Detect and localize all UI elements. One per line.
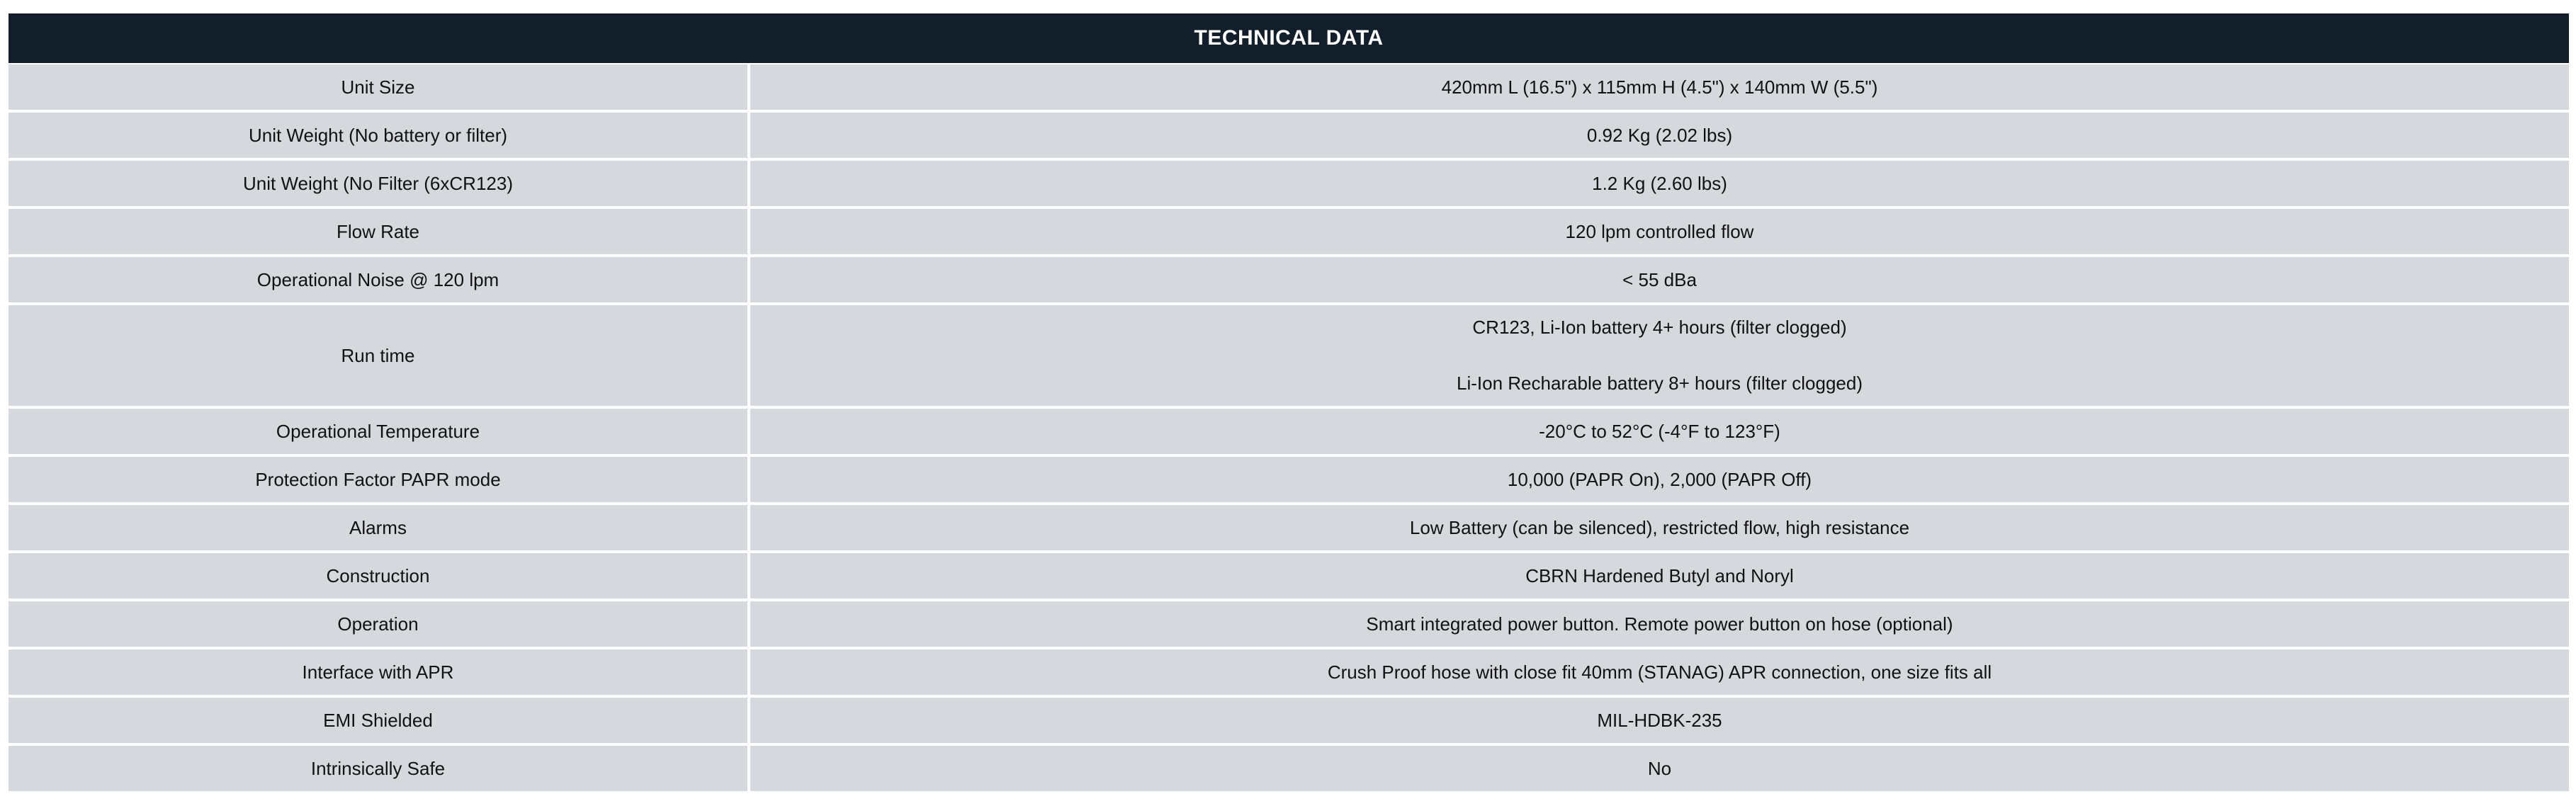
- spec-value-line: CR123, Li-Ion battery 4+ hours (filter clogged): [1472, 317, 1847, 338]
- spec-value: [750, 113, 2569, 158]
- spec-value: [750, 649, 2569, 695]
- spec-value: [750, 505, 2569, 550]
- spec-value-line: Crush Proof hose with close fit 40mm (STANAG) APR connection, one size fits all: [1327, 661, 1992, 683]
- spec-value: [750, 409, 2569, 454]
- technical-data-table: [9, 13, 2569, 794]
- spec-label: Unit Weight (No Filter (6xCR123): [9, 161, 747, 206]
- spec-value-line: Smart integrated power button. Remote power button on hose (optional): [1366, 613, 1953, 635]
- spec-label: Construction: [9, 553, 747, 598]
- spec-value: [750, 457, 2569, 502]
- spec-value: [750, 553, 2569, 598]
- spec-value-line: No: [1647, 757, 1672, 779]
- table-row: [9, 457, 2569, 502]
- spec-value-line: -20°C to 52°C (-4°F to 123°F): [1539, 420, 1780, 442]
- table-row: [9, 698, 2569, 743]
- spec-value-line: Low Battery (can be silenced), restricted flow, high resistance: [1409, 516, 1910, 538]
- spec-value-line: 120 lpm controlled flow: [1565, 220, 1754, 242]
- spec-label: Operational Temperature: [9, 409, 747, 454]
- spec-value: [750, 601, 2569, 647]
- spec-value: [750, 64, 2569, 110]
- spec-label: Unit Size: [9, 64, 747, 110]
- table-title: TECHNICAL DATA: [9, 13, 2569, 63]
- table-row: [9, 505, 2569, 550]
- spec-value-line: MIL-HDBK-235: [1597, 709, 1722, 731]
- spec-value: [750, 209, 2569, 254]
- spec-value: [750, 305, 2569, 406]
- table-row: [9, 649, 2569, 695]
- spec-value-line: 420mm L (16.5") x 115mm H (4.5") x 140mm W (5.5"): [1441, 76, 1878, 98]
- table-row: [9, 209, 2569, 254]
- table-row: [9, 305, 2569, 406]
- spec-label: Operational Noise @ 120 lpm: [9, 257, 747, 302]
- spec-value-line: 10,000 (PAPR On), 2,000 (PAPR Off): [1507, 468, 1812, 490]
- table-row: [9, 257, 2569, 302]
- spec-label: Operation: [9, 601, 747, 647]
- table-row: [9, 64, 2569, 110]
- spec-value: [750, 161, 2569, 206]
- spec-value-line: Li-Ion Recharable battery 8+ hours (filter clogged): [1456, 373, 1863, 394]
- spec-label: Protection Factor PAPR mode: [9, 457, 747, 502]
- spec-label: Flow Rate: [9, 209, 747, 254]
- spec-value-line: 1.2 Kg (2.60 lbs): [1592, 172, 1727, 194]
- spec-label: Intrinsically Safe: [9, 746, 747, 791]
- spec-value: [750, 746, 2569, 791]
- table-row: [9, 553, 2569, 598]
- table-row: [9, 746, 2569, 791]
- spec-value-line: CBRN Hardened Butyl and Noryl: [1525, 564, 1794, 586]
- spec-label: Run time: [9, 305, 747, 406]
- spec-label: Interface with APR: [9, 649, 747, 695]
- spec-label: Unit Weight (No battery or filter): [9, 113, 747, 158]
- table-body: [9, 64, 2569, 791]
- spec-value: [750, 698, 2569, 743]
- spec-label: EMI Shielded: [9, 698, 747, 743]
- table-row: [9, 601, 2569, 647]
- spec-value: [750, 257, 2569, 302]
- spec-value-line: < 55 dBa: [1622, 268, 1697, 290]
- table-row: [9, 113, 2569, 158]
- spec-label: Alarms: [9, 505, 747, 550]
- spec-value-line: 0.92 Kg (2.02 lbs): [1586, 124, 1733, 146]
- table-row: [9, 409, 2569, 454]
- table-row: [9, 161, 2569, 206]
